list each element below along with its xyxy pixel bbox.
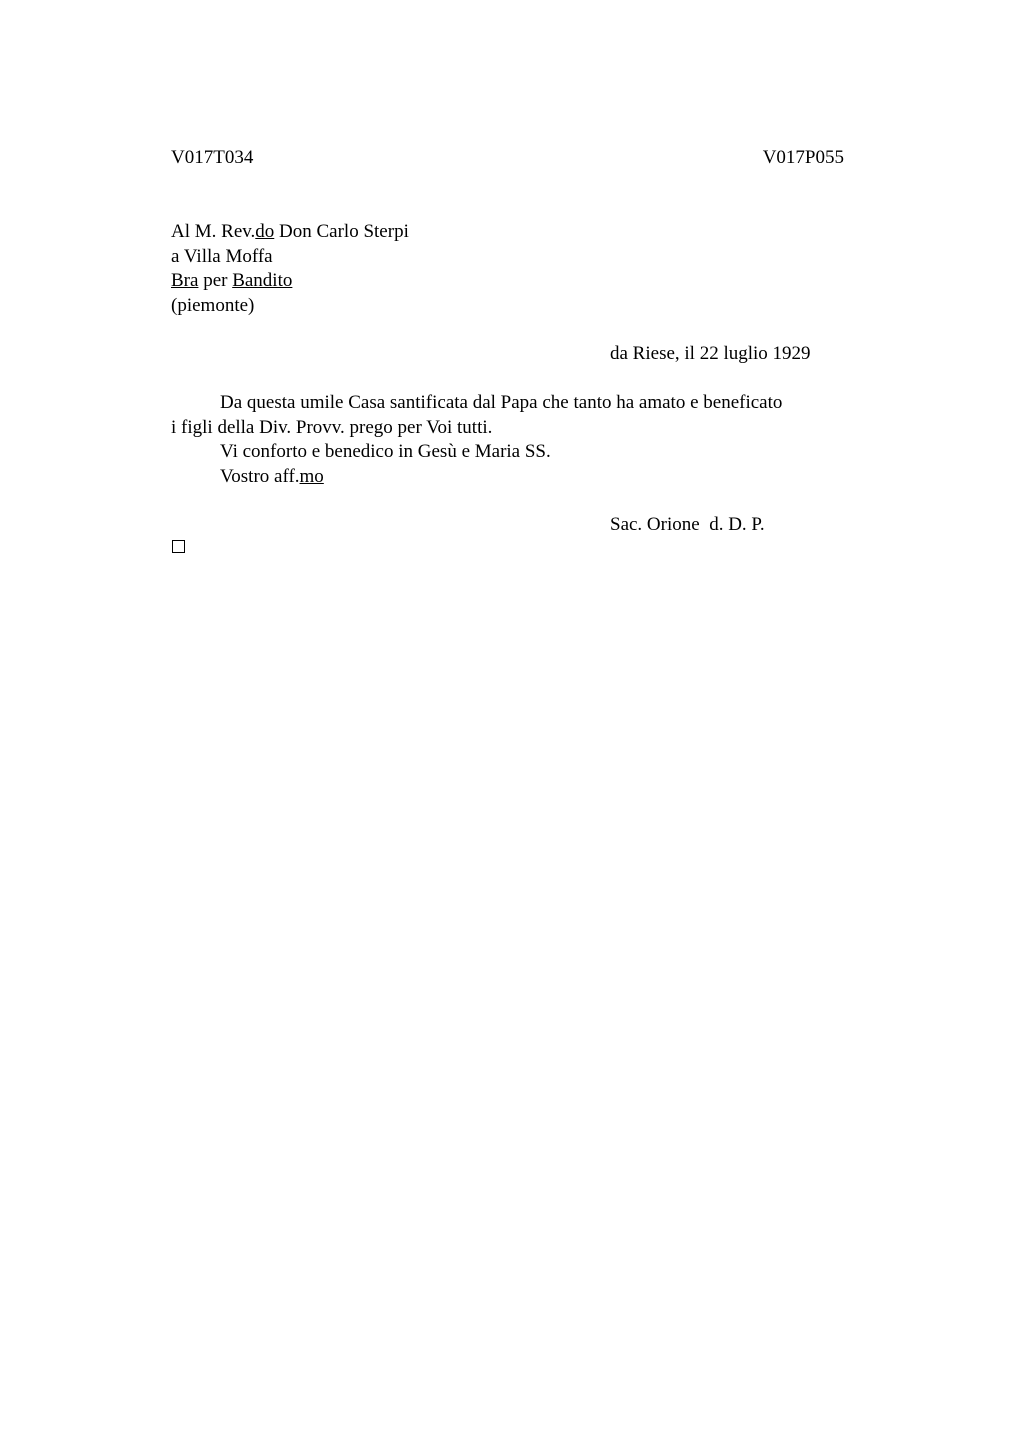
address-town-bra: Bra <box>171 270 199 291</box>
address-per: per <box>198 270 233 291</box>
address-line-1 <box>171 220 409 245</box>
recipient-address <box>171 220 409 318</box>
signature: Sac. Orione d. D. P. <box>610 514 765 535</box>
address-abbrev-do: do <box>255 221 275 242</box>
document-code-left: V017T034 <box>171 147 254 168</box>
address-town-bandito: Bandito <box>232 270 293 291</box>
dateline: da Riese, il 22 luglio 1929 <box>610 343 811 364</box>
address-line-1-name: Don Carlo Sterpi <box>274 221 409 242</box>
body-paragraph-1-line-2: i figli della Div. Provv. prego per Voi tutti. <box>171 416 493 438</box>
closing-abbrev-mo: mo <box>299 465 324 487</box>
document-code-right: V017P055 <box>762 147 844 168</box>
body-paragraph-2: Vi conforto e benedico in Gesù e Maria SS. <box>220 441 551 462</box>
address-line-4: (piemonte) <box>171 294 255 316</box>
letter-body <box>171 391 841 489</box>
address-line-3 <box>171 269 409 294</box>
closing-line <box>171 465 841 490</box>
body-paragraph-1-line-1: Da questa umile Casa santificata dal Papa che tanto ha amato e beneficato <box>220 392 783 413</box>
address-line-2: a Villa Moffa <box>171 245 273 267</box>
empty-box-icon <box>172 540 185 553</box>
closing-text: Vostro aff. <box>220 465 300 487</box>
address-line-1-prefix: Al M. Rev. <box>171 221 256 242</box>
